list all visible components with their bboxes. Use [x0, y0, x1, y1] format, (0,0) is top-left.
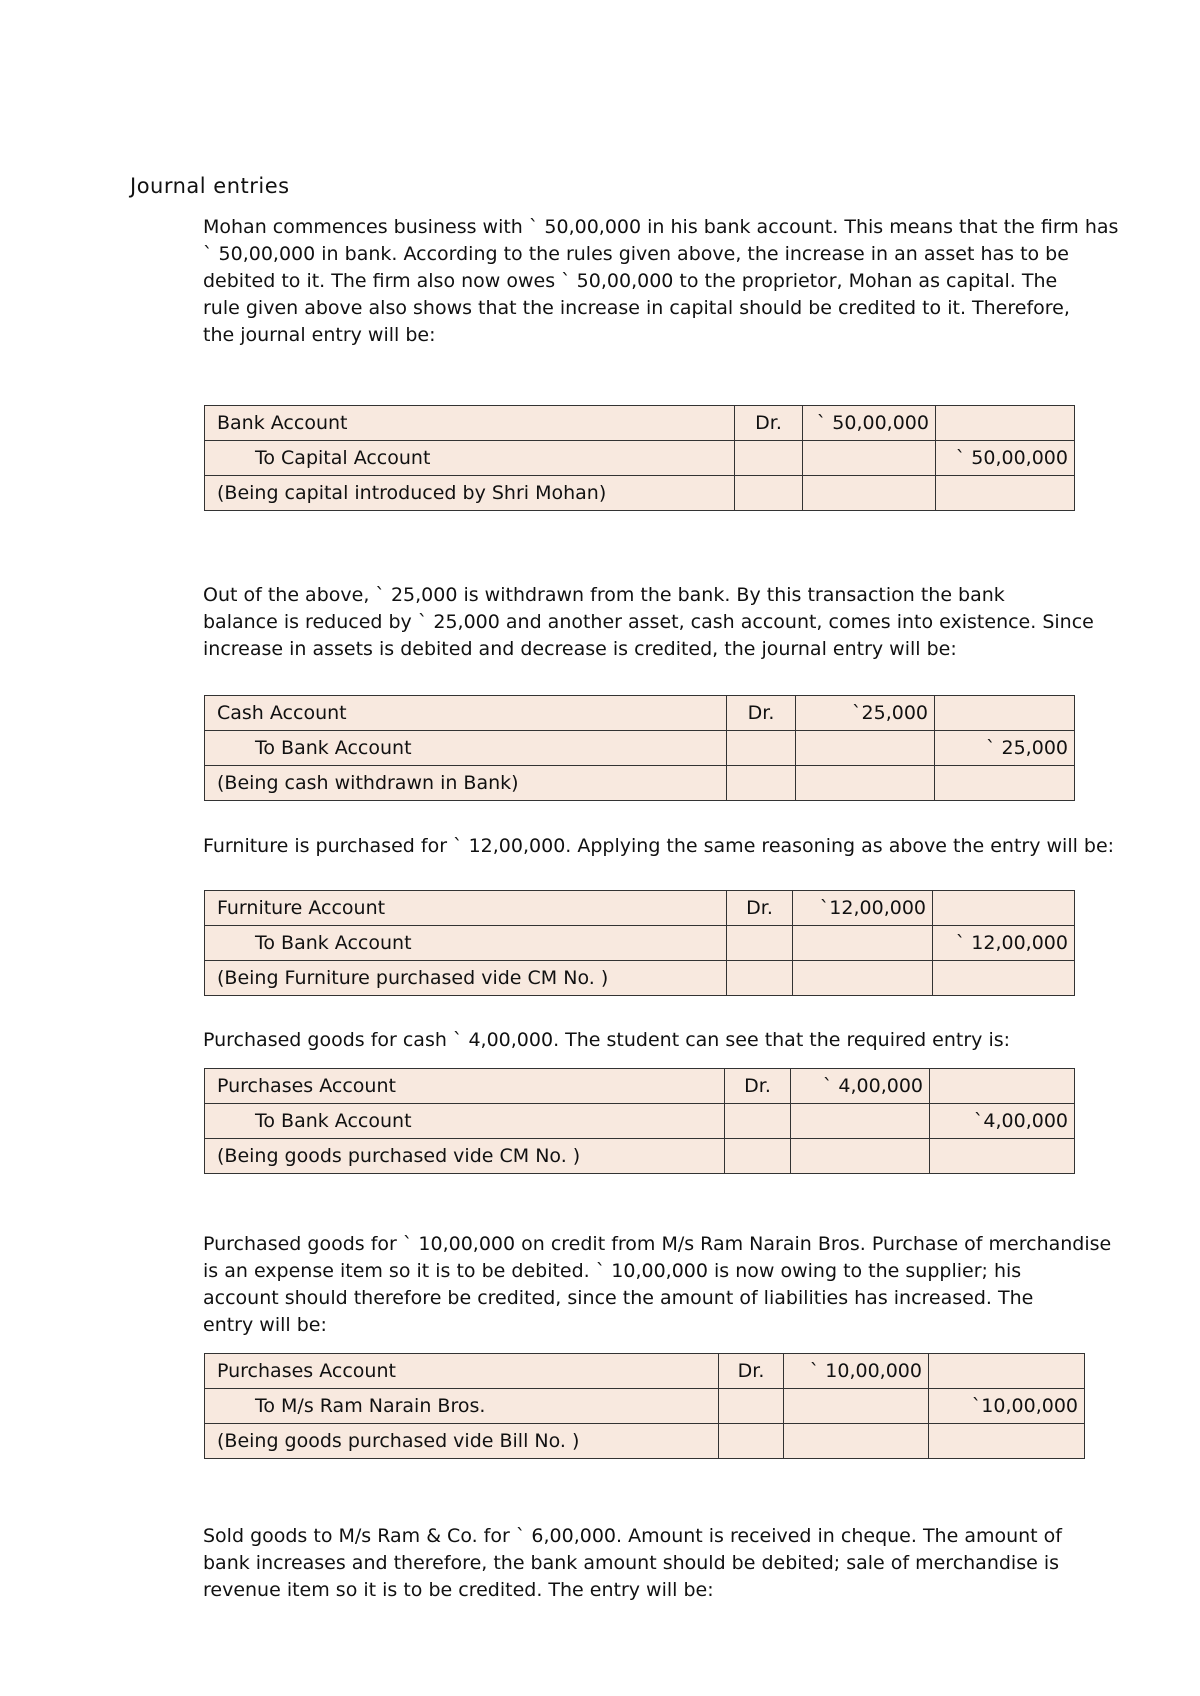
table-row — [205, 696, 1075, 731]
text-line: is an expense item so it is to be debited. ` 10,00,000 is now owing to the supplier; his — [203, 1260, 1022, 1282]
debit-account: Purchases Account — [205, 1354, 719, 1389]
table-row — [205, 1354, 1085, 1389]
dr-label: Dr. — [735, 406, 803, 441]
paragraph-furniture — [203, 833, 1114, 860]
text-line: Sold goods to M/s Ram & Co. for ` 6,00,000. Amount is received in cheque. The amount of — [203, 1525, 1062, 1547]
text-line: Purchased goods for cash ` 4,00,000. The student can see that the required entry is: — [203, 1029, 1011, 1051]
credit-amount: `10,00,000 — [929, 1389, 1085, 1424]
credit-amount: ` 25,000 — [935, 731, 1075, 766]
empty-cell — [930, 1139, 1075, 1174]
narration: (Being goods purchased vide CM No. ) — [205, 1139, 725, 1174]
text-line: Out of the above, ` 25,000 is withdrawn from the bank. By this transaction the bank — [203, 584, 1005, 606]
empty-cell — [735, 476, 803, 511]
table-row — [205, 441, 1075, 476]
text-line: rule given above also shows that the increase in capital should be credited to it. Therefore, — [203, 297, 1070, 319]
credit-account: To M/s Ram Narain Bros. — [205, 1389, 719, 1424]
table-row — [205, 961, 1075, 996]
empty-cell — [935, 766, 1075, 801]
text-line: Purchased goods for ` 10,00,000 on credit from M/s Ram Narain Bros. Purchase of merchandise — [203, 1233, 1112, 1255]
empty-cell — [803, 476, 936, 511]
table-row — [205, 1069, 1075, 1104]
journal-entry-cash — [204, 695, 1075, 801]
table-row — [205, 926, 1075, 961]
debit-amount: `12,00,000 — [793, 891, 933, 926]
empty-cell — [793, 926, 933, 961]
dr-label: Dr. — [719, 1354, 784, 1389]
dr-label: Dr. — [725, 1069, 791, 1104]
credit-account: To Bank Account — [205, 1104, 725, 1139]
empty-cell — [719, 1389, 784, 1424]
empty-cell — [929, 1424, 1085, 1459]
narration: (Being Furniture purchased vide CM No. ) — [205, 961, 727, 996]
text-line: the journal entry will be: — [203, 324, 436, 346]
empty-cell — [727, 926, 793, 961]
empty-cell — [727, 731, 796, 766]
credit-account: To Bank Account — [205, 926, 727, 961]
narration: (Being cash withdrawn in Bank) — [205, 766, 727, 801]
text-line: bank increases and therefore, the bank amount should be debited; sale of merchandise is — [203, 1552, 1060, 1574]
table-row — [205, 1389, 1085, 1424]
debit-account: Cash Account — [205, 696, 727, 731]
text-line: debited to it. The firm also now owes ` 50,00,000 to the proprietor, Mohan as capital. The — [203, 270, 1058, 292]
text-line: revenue item so it is to be credited. The entry will be: — [203, 1579, 714, 1601]
page-heading: Journal entries — [130, 174, 290, 198]
text-line: Furniture is purchased for ` 12,00,000. Applying the same reasoning as above the entry will be: — [203, 835, 1115, 857]
paragraph-purchases-cash — [203, 1027, 1010, 1054]
text-line: account should therefore be credited, since the amount of liabilities has increased. The — [203, 1287, 1034, 1309]
table-row — [205, 731, 1075, 766]
dr-label: Dr. — [727, 696, 796, 731]
empty-cell — [796, 766, 935, 801]
table-row — [205, 1424, 1085, 1459]
empty-cell — [784, 1389, 929, 1424]
empty-cell — [791, 1104, 930, 1139]
empty-cell — [803, 441, 936, 476]
narration: (Being goods purchased vide Bill No. ) — [205, 1424, 719, 1459]
empty-cell — [933, 961, 1075, 996]
empty-cell — [791, 1139, 930, 1174]
paragraph-purchases-credit — [203, 1231, 1111, 1339]
table-row — [205, 476, 1075, 511]
dr-label: Dr. — [727, 891, 793, 926]
debit-account: Bank Account — [205, 406, 735, 441]
debit-amount: ` 10,00,000 — [784, 1354, 929, 1389]
empty-cell — [727, 961, 793, 996]
paragraph-sales — [203, 1523, 1062, 1604]
debit-amount: ` 50,00,000 — [803, 406, 936, 441]
credit-account: To Bank Account — [205, 731, 727, 766]
empty-cell — [935, 696, 1075, 731]
empty-cell — [933, 891, 1075, 926]
table-row — [205, 406, 1075, 441]
narration: (Being capital introduced by Shri Mohan) — [205, 476, 735, 511]
text-line: ` 50,00,000 in bank. According to the rules given above, the increase in an asset has to be — [203, 243, 1069, 265]
paragraph-bank-intro — [203, 214, 1118, 349]
credit-account: To Capital Account — [205, 441, 735, 476]
empty-cell — [727, 766, 796, 801]
text-line: Mohan commences business with ` 50,00,000 in his bank account. This means that the firm has — [203, 216, 1119, 238]
debit-account: Furniture Account — [205, 891, 727, 926]
credit-amount: ` 12,00,000 — [933, 926, 1075, 961]
empty-cell — [936, 476, 1075, 511]
empty-cell — [725, 1139, 791, 1174]
empty-cell — [784, 1424, 929, 1459]
empty-cell — [796, 731, 935, 766]
empty-cell — [735, 441, 803, 476]
table-row — [205, 891, 1075, 926]
empty-cell — [793, 961, 933, 996]
journal-entry-capital — [204, 405, 1075, 511]
empty-cell — [929, 1354, 1085, 1389]
credit-amount: `4,00,000 — [930, 1104, 1075, 1139]
journal-entry-purchases-credit — [204, 1353, 1085, 1459]
debit-account: Purchases Account — [205, 1069, 725, 1104]
text-line: entry will be: — [203, 1314, 327, 1336]
empty-cell — [936, 406, 1075, 441]
debit-amount: ` 4,00,000 — [791, 1069, 930, 1104]
table-row — [205, 766, 1075, 801]
empty-cell — [930, 1069, 1075, 1104]
paragraph-cash-withdrawal — [203, 582, 1094, 663]
empty-cell — [719, 1424, 784, 1459]
debit-amount: `25,000 — [796, 696, 935, 731]
text-line: balance is reduced by ` 25,000 and another asset, cash account, comes into existence. Since — [203, 611, 1094, 633]
journal-entry-furniture — [204, 890, 1075, 996]
table-row — [205, 1104, 1075, 1139]
journal-entry-purchases-cash — [204, 1068, 1075, 1174]
credit-amount: ` 50,00,000 — [936, 441, 1075, 476]
table-row — [205, 1139, 1075, 1174]
text-line: increase in assets is debited and decrease is credited, the journal entry will be: — [203, 638, 957, 660]
empty-cell — [725, 1104, 791, 1139]
